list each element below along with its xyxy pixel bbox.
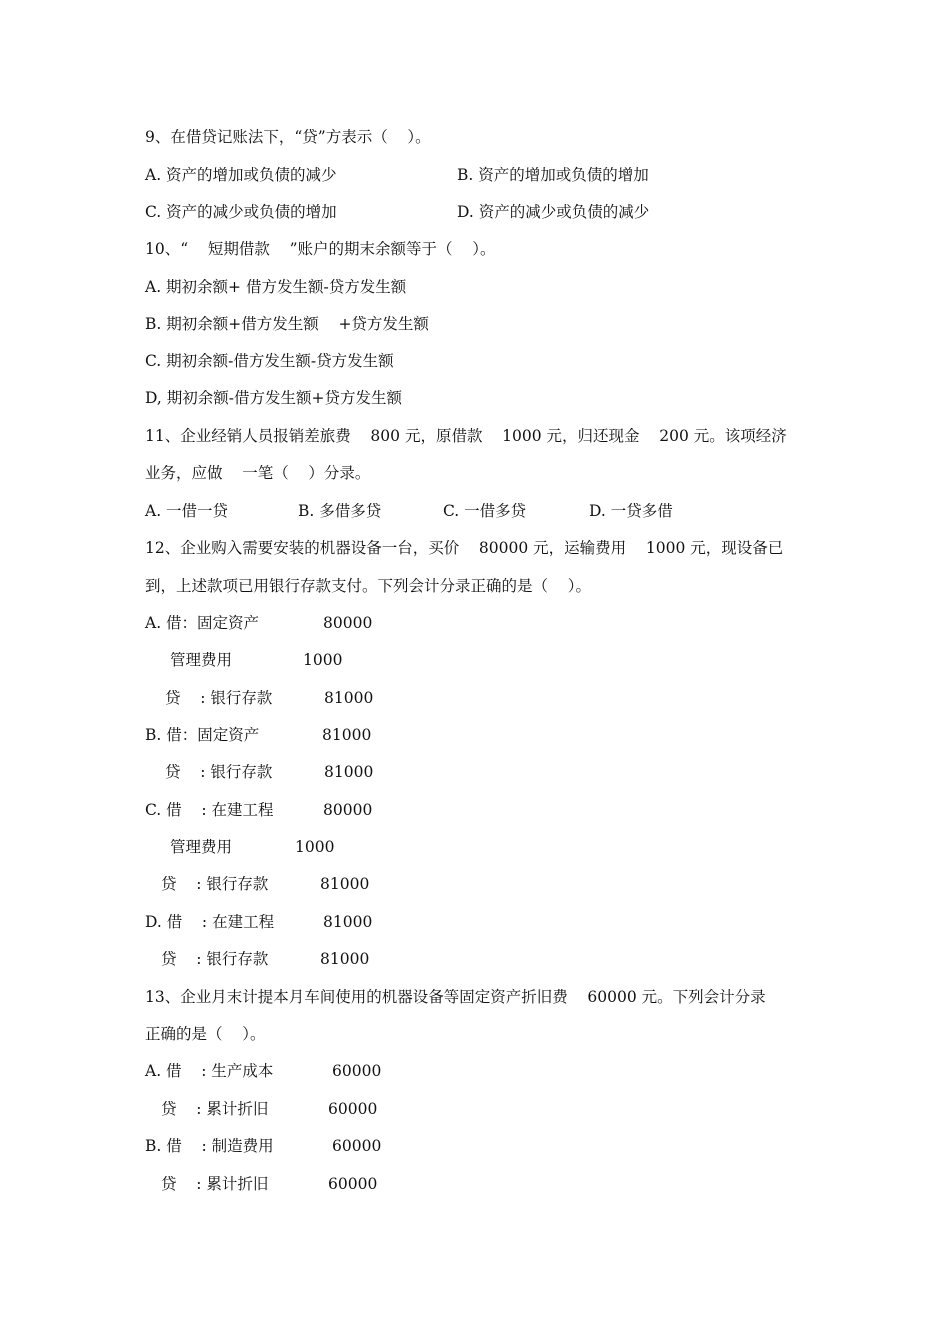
entry-amount: 60000 — [332, 1137, 382, 1155]
entry-account-label: B. 借：固定资产 — [145, 726, 260, 744]
question-10-option-c: C. 期初余额-借方发生额-贷方发生额 — [145, 352, 394, 370]
question-10-stem: 10、“ 短期借款 ”账户的期末余额等于（ ）。 — [145, 240, 496, 258]
entry-amount: 81000 — [320, 875, 370, 893]
question-11-option-b: B. 多借多贷 — [298, 502, 382, 520]
question-9-option-d: D. 资产的减少或负债的减少 — [457, 203, 650, 221]
entry-account-label: C. 借 : 在建工程 — [145, 801, 274, 819]
question-9-option-a: A. 资产的增加或负债的减少 — [145, 166, 337, 184]
entry-amount: 81000 — [324, 763, 374, 781]
entry-account-label: 管理费用 — [170, 838, 233, 856]
entry-amount: 81000 — [324, 689, 374, 707]
entry-amount: 81000 — [322, 726, 372, 744]
entry-amount: 60000 — [328, 1175, 378, 1193]
entry-account-label: 贷 : 银行存款 — [165, 763, 273, 781]
entry-account-label: 贷 : 银行存款 — [161, 875, 269, 893]
entry-account-label: A. 借 : 生产成本 — [145, 1062, 274, 1080]
entry-amount: 81000 — [323, 913, 373, 931]
entry-amount: 81000 — [320, 950, 370, 968]
entry-amount: 1000 — [295, 838, 335, 856]
question-13-stem-line-1: 13、企业月末计提本月车间使用的机器设备等固定资产折旧费 60000 元。下列会计分录 — [145, 988, 766, 1006]
question-9-option-b: B. 资产的增加或负债的增加 — [457, 166, 649, 184]
entry-account-label: A. 借：固定资产 — [145, 614, 260, 632]
question-11-option-d: D. 一贷多借 — [589, 502, 673, 520]
entry-account-label: D. 借 : 在建工程 — [145, 913, 275, 931]
entry-account-label: B. 借 : 制造费用 — [145, 1137, 274, 1155]
question-9-option-c: C. 资产的减少或负债的增加 — [145, 203, 337, 221]
entry-account-label: 贷 : 累计折旧 — [161, 1175, 269, 1193]
question-12-stem-line-2: 到，上述款项已用银行存款支付。下列会计分录正确的是（ ）。 — [145, 577, 591, 595]
entry-amount: 60000 — [332, 1062, 382, 1080]
entry-account-label: 贷 : 银行存款 — [161, 950, 269, 968]
question-11-option-a: A. 一借一贷 — [145, 502, 229, 520]
entry-account-label: 贷 : 银行存款 — [165, 689, 273, 707]
question-10-option-d: D, 期初余额-借方发生额+贷方发生额 — [145, 389, 402, 407]
entry-amount: 60000 — [328, 1100, 378, 1118]
question-11-stem-line-2: 业务，应做 一笔（ ）分录。 — [145, 464, 371, 482]
entry-account-label: 贷 : 累计折旧 — [161, 1100, 269, 1118]
question-12-stem-line-1: 12、企业购入需要安装的机器设备一台，买价 80000 元，运输费用 1000 元，现设备已 — [145, 539, 784, 557]
question-9-stem: 9、在借贷记账法下，“贷”方表示（ ）。 — [145, 128, 431, 146]
question-11-stem-line-1: 11、企业经销人员报销差旅费 800 元，原借款 1000 元，归还现金 200 元。该项经济 — [145, 427, 787, 445]
entry-amount: 1000 — [303, 651, 343, 669]
question-11-option-c: C. 一借多贷 — [443, 502, 527, 520]
question-10-option-b: B. 期初余额+借方发生额 +贷方发生额 — [145, 315, 429, 333]
entry-account-label: 管理费用 — [170, 651, 233, 669]
entry-amount: 80000 — [323, 801, 373, 819]
question-13-stem-line-2: 正确的是（ ）。 — [145, 1025, 266, 1043]
question-10-option-a: A. 期初余额+ 借方发生额-贷方发生额 — [145, 278, 407, 296]
entry-amount: 80000 — [323, 614, 373, 632]
